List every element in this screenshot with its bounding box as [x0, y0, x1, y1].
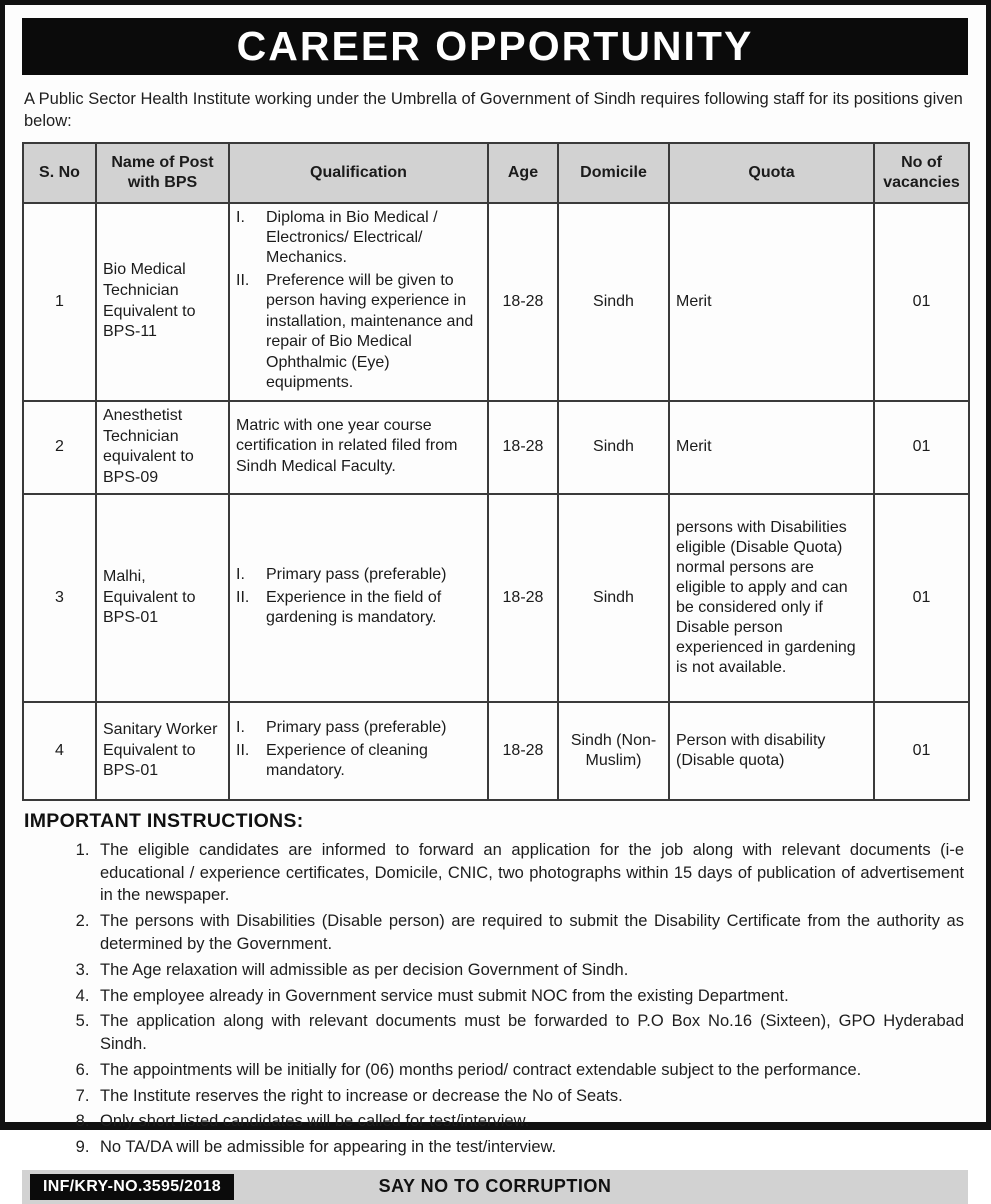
- quota-cell: Merit: [669, 203, 874, 401]
- qualification-numeral: I.: [236, 566, 245, 584]
- col-header-sno: S. No: [23, 143, 96, 203]
- post-cell: Bio Medical Technician Equivalent to BPS-11: [96, 203, 229, 401]
- vacancies-cell: 01: [874, 702, 969, 800]
- domicile-cell: Sindh: [558, 401, 669, 494]
- qualification-numeral: II.: [236, 588, 250, 606]
- qualification-cell: [229, 702, 488, 800]
- qualification-numeral: I.: [236, 719, 245, 737]
- qualification-text: Matric with one year course certification in related filed from Sindh Medical Faculty.: [236, 416, 458, 475]
- qualification-cell: [229, 203, 488, 401]
- instruction-item: 5. The application along with relevant documents must be forwarded to P.O Box No.16 (Sixteen), GPO Hyderabad Sindh.: [94, 1010, 964, 1056]
- instruction-item: 4. The employee already in Government service must submit NOC from the existing Department.: [94, 985, 964, 1008]
- qualification-text: Primary pass (preferable): [266, 719, 447, 737]
- col-header-post: Name of Post with BPS: [96, 143, 229, 203]
- qualification-numeral: II.: [236, 741, 250, 759]
- vacancies-cell: 01: [874, 494, 969, 702]
- vacancies-cell: 01: [874, 203, 969, 401]
- instruction-item: 8. Only short listed candidates will be called for test/interview.: [94, 1110, 964, 1133]
- quota-cell: Merit: [669, 401, 874, 494]
- quota-cell: persons with Disabilities eligible (Disable Quota) normal persons are eligible to apply and can be considered only if Disable person experienced in gardening is not available.: [669, 494, 874, 702]
- table-row: [23, 494, 969, 702]
- instructions-list: [22, 839, 964, 1159]
- table-row: [23, 203, 969, 401]
- col-header-quota: Quota: [669, 143, 874, 203]
- table-row: [23, 401, 969, 494]
- sno-cell: 1: [23, 203, 96, 401]
- qualification-item: [236, 416, 481, 477]
- qualification-item: [236, 271, 481, 394]
- qualification-text: Diploma in Bio Medical / Electronics/ Electrical/ Mechanics.: [266, 208, 438, 267]
- domicile-cell: Sindh: [558, 494, 669, 702]
- qualification-cell: [229, 401, 488, 494]
- vacancies-cell: 01: [874, 401, 969, 494]
- instruction-item: 9. No TA/DA will be admissible for appearing in the test/interview.: [94, 1136, 964, 1159]
- qualification-item: [236, 565, 481, 585]
- sno-cell: 2: [23, 401, 96, 494]
- age-cell: 18-28: [488, 401, 558, 494]
- qualification-text: Experience of cleaning mandatory.: [266, 741, 428, 780]
- title-band: [22, 18, 968, 75]
- qualification-cell: [229, 494, 488, 702]
- qualification-item: [236, 208, 481, 269]
- domicile-cell: Sindh (Non-Muslim): [558, 702, 669, 800]
- vacancy-table: [22, 142, 970, 801]
- qualification-item: [236, 588, 481, 629]
- instruction-item: 2. The persons with Disabilities (Disable person) are required to submit the Disability Certificate from the authority as determined by the Government.: [94, 910, 964, 956]
- post-cell: Malhi, Equivalent to BPS-01: [96, 494, 229, 702]
- age-cell: 18-28: [488, 203, 558, 401]
- instruction-item: 3. The Age relaxation will admissible as per decision Government of Sindh.: [94, 959, 964, 982]
- footer-bar: [22, 1170, 968, 1204]
- col-header-age: Age: [488, 143, 558, 203]
- qualification-text: Experience in the field of gardening is mandatory.: [266, 588, 442, 627]
- table-row: [23, 702, 969, 800]
- reference-number: INF/KRY-NO.3595/2018: [30, 1174, 234, 1200]
- intro-text: A Public Sector Health Institute working under the Umbrella of Government of Sindh requires following staff for its positions given below:: [24, 90, 963, 131]
- qualification-item: [236, 718, 481, 738]
- instructions-heading: IMPORTANT INSTRUCTIONS:: [24, 809, 304, 832]
- quota-cell: Person with disability (Disable quota): [669, 702, 874, 800]
- instruction-item: 7. The Institute reserves the right to increase or decrease the No of Seats.: [94, 1085, 964, 1108]
- qualification-numeral: I.: [236, 208, 245, 226]
- instruction-item: 1. The eligible candidates are informed to forward an application for the job along with relevant documents (i-e educational / experience certificates, Domicile, CNIC, two photographs within 15 days of publication of advertisement in the newspaper.: [94, 839, 964, 907]
- post-cell: Sanitary Worker Equivalent to BPS-01: [96, 702, 229, 800]
- qualification-item: [236, 741, 481, 782]
- age-cell: 18-28: [488, 494, 558, 702]
- sno-cell: 3: [23, 494, 96, 702]
- instructions-section: [22, 810, 968, 1159]
- page-title: CAREER OPPORTUNITY: [236, 23, 754, 69]
- post-cell: Anesthetist Technician equivalent to BPS-09: [96, 401, 229, 494]
- col-header-qualification: Qualification: [229, 143, 488, 203]
- age-cell: 18-28: [488, 702, 558, 800]
- col-header-domicile: Domicile: [558, 143, 669, 203]
- table-header-row: [23, 143, 969, 203]
- instruction-item: 6. The appointments will be initially for (06) months period/ contract extendable subject to the performance.: [94, 1059, 964, 1082]
- domicile-cell: Sindh: [558, 203, 669, 401]
- qualification-text: Primary pass (preferable): [266, 566, 447, 584]
- col-header-vacancies: No of vacancies: [874, 143, 969, 203]
- anti-corruption-slogan: SAY NO TO CORRUPTION: [378, 1176, 612, 1197]
- qualification-text: Preference will be given to person having experience in installation, maintenance and repair of Bio Medical Ophthalmic (Eye) equipments.: [266, 271, 474, 392]
- qualification-numeral: II.: [236, 271, 250, 289]
- sno-cell: 4: [23, 702, 96, 800]
